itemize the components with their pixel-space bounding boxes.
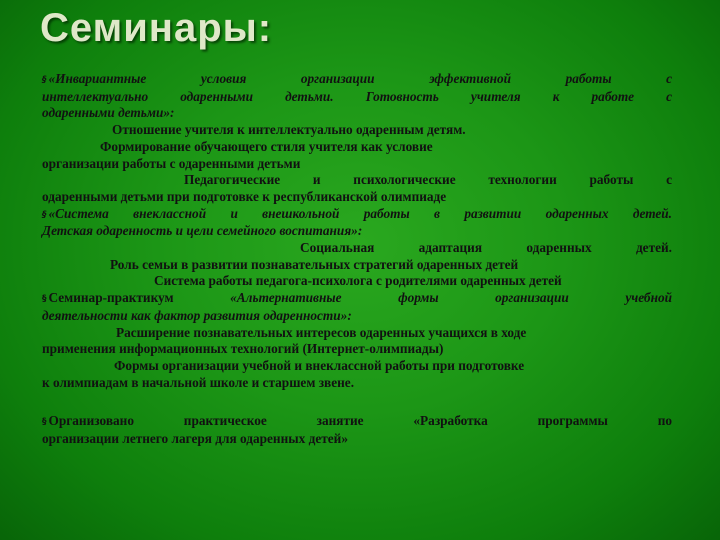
list-item: Система работы педагога-психолога с родителями одаренных детей: [154, 273, 562, 289]
list-item: Формирование обучающего стиля учителя как условие организации работы с одаренными детьми: [42, 138, 433, 171]
list-item: Отношение учителя к интеллектуально одаренным детям.: [112, 122, 466, 138]
list-item: § Семинар-практикум «Альтернативные формы организации учебной деятельности как фактор развития одаренности»:: [42, 290, 672, 323]
spacer: [42, 391, 672, 413]
bullet-icon: §: [42, 209, 47, 220]
list-item: § «Инвариантные условия организации эффективной работы с интеллектуально одаренными детьми. Готовность учителя к работе с одаренными детьми»:: [42, 71, 672, 121]
bullet-icon: §: [42, 75, 47, 85]
list-item: Расширение познавательных интересов одаренных учащихся в ходе применения информационных технологий (Интернет-олимпиады): [42, 324, 527, 357]
list-item: Педагогические и психологические технологии работы с одаренными детьми при подготовке к республиканской олимпиаде: [42, 172, 672, 204]
list-item: Социальная адаптация одаренных детей.: [300, 240, 672, 256]
list-item: Роль семьи в развитии познавательных стратегий одаренных детей: [110, 256, 519, 272]
list-item: Формы организации учебной и внеклассной работы при подготовке к олимпиадам в начальной школе и старшем звене.: [42, 357, 525, 390]
bullet-icon: §: [42, 294, 47, 305]
slide-body: [42, 71, 672, 448]
bullet-icon: §: [42, 417, 47, 428]
slide-title: Семинары:: [40, 6, 273, 50]
list-item: § Организовано практическое занятие «Разработка программы по организации летнего лагеря для одаренных детей»: [42, 413, 672, 447]
list-item: § «Система внеклассной и внешкольной работы в развитии одаренных детей. Детская одаренность и цели семейного воспитания»:: [42, 205, 672, 239]
